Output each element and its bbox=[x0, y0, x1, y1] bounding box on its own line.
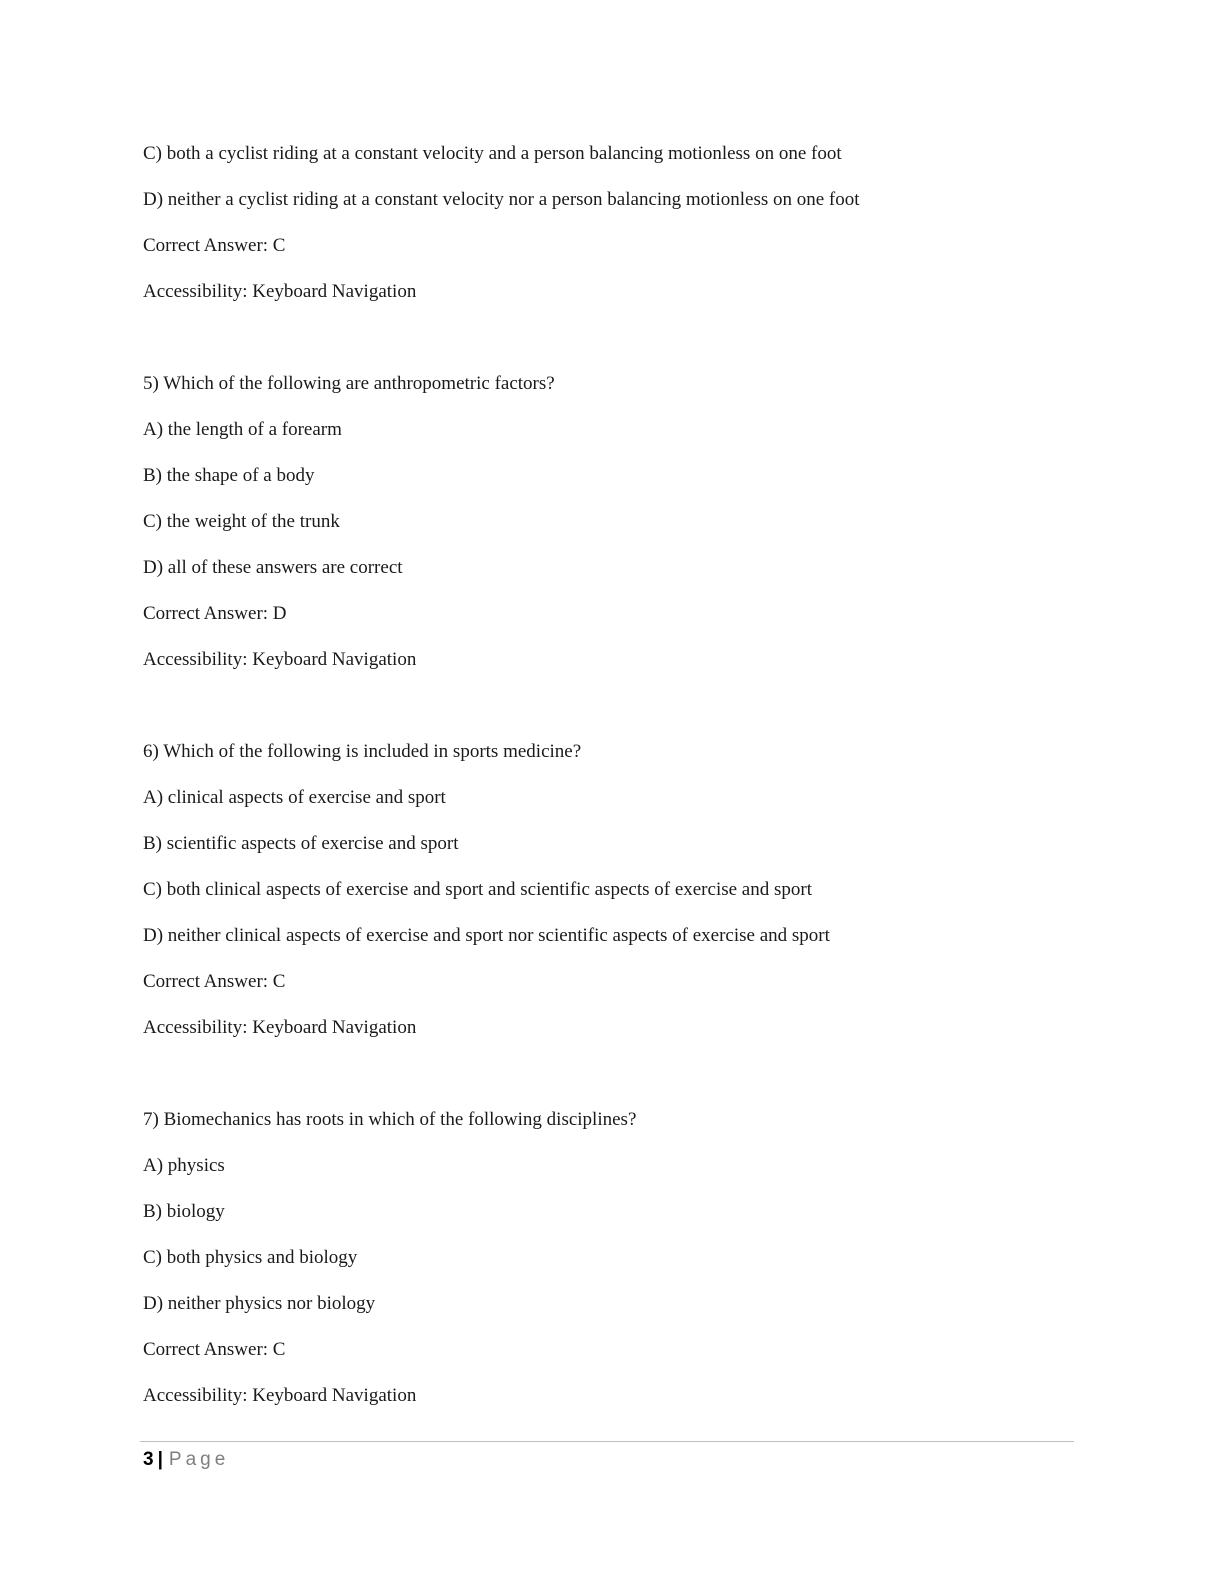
footer-separator: | bbox=[157, 1449, 163, 1470]
answer-option-c: C) both a cyclist riding at a constant velocity and a person balancing motionless on one foot bbox=[143, 143, 842, 164]
answer-option-a: A) clinical aspects of exercise and sport bbox=[143, 787, 446, 808]
answer-option-a: A) physics bbox=[143, 1155, 225, 1176]
correct-answer: Correct Answer: D bbox=[143, 603, 287, 624]
answer-option-d: D) all of these answers are correct bbox=[143, 557, 403, 578]
accessibility-note: Accessibility: Keyboard Navigation bbox=[143, 649, 417, 670]
answer-option-c: C) both physics and biology bbox=[143, 1247, 358, 1268]
answer-option-b: B) scientific aspects of exercise and sport bbox=[143, 833, 459, 854]
page-number: 3 bbox=[143, 1449, 154, 1470]
answer-option-a: A) the length of a forearm bbox=[143, 419, 342, 440]
accessibility-note: Accessibility: Keyboard Navigation bbox=[143, 1385, 417, 1406]
answer-option-c: C) both clinical aspects of exercise and sport and scientific aspects of exercise and sport bbox=[143, 879, 812, 900]
question-text: 7) Biomechanics has roots in which of the following disciplines? bbox=[143, 1109, 637, 1130]
answer-option-d: D) neither physics nor biology bbox=[143, 1293, 376, 1314]
page-label: Page bbox=[168, 1449, 230, 1470]
answer-option-d: D) neither clinical aspects of exercise and sport nor scientific aspects of exercise and sport bbox=[143, 925, 830, 946]
footer-divider bbox=[140, 1441, 1074, 1442]
question-text: 5) Which of the following are anthropometric factors? bbox=[143, 373, 555, 394]
correct-answer: Correct Answer: C bbox=[143, 971, 286, 992]
answer-option-d: D) neither a cyclist riding at a constant velocity nor a person balancing motionless on one foot bbox=[143, 189, 860, 210]
answer-option-c: C) the weight of the trunk bbox=[143, 511, 340, 532]
answer-option-b: B) biology bbox=[143, 1201, 225, 1222]
answer-option-b: B) the shape of a body bbox=[143, 465, 315, 486]
page-footer bbox=[143, 1447, 229, 1473]
correct-answer: Correct Answer: C bbox=[143, 235, 286, 256]
correct-answer: Correct Answer: C bbox=[143, 1339, 286, 1360]
question-text: 6) Which of the following is included in sports medicine? bbox=[143, 741, 582, 762]
accessibility-note: Accessibility: Keyboard Navigation bbox=[143, 1017, 417, 1038]
accessibility-note: Accessibility: Keyboard Navigation bbox=[143, 281, 417, 302]
